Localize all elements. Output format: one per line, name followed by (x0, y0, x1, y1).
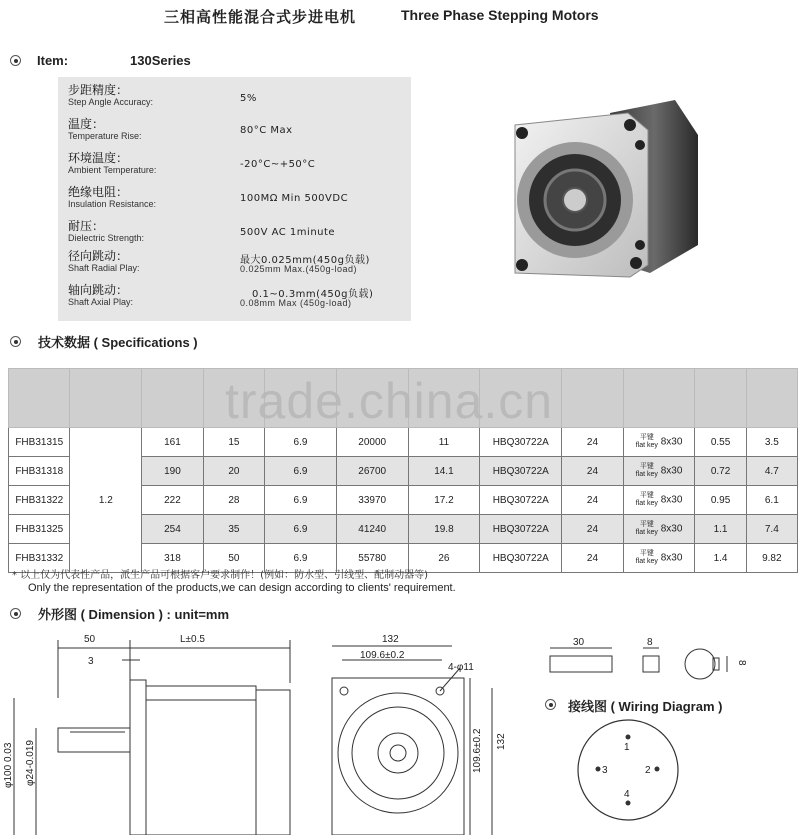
table-row (9, 428, 798, 457)
dim-30: 30 (573, 637, 585, 648)
cell-b: 3.5 (746, 428, 797, 457)
front-view-drawing (320, 628, 535, 835)
cell-key (623, 544, 695, 573)
bullet-icon (10, 608, 21, 619)
watermark: trade.china.cn (225, 373, 554, 429)
cell-inertia: 41240 (336, 515, 408, 544)
wiring-pin-2: 2 (645, 765, 651, 776)
dimension-heading: 外形图 ( Dimension ) : unit=mm (38, 607, 230, 622)
cell-length: 222 (142, 486, 203, 515)
spec-row (68, 117, 408, 142)
key-en: flat key (635, 442, 658, 449)
side-view-drawing (0, 628, 320, 835)
cell-driver: HBQ30722A (480, 515, 562, 544)
note-cn: * 以上仅为代表性产品，派生产品可根据客户要求制作！(例如：防水型、引线型、配制动器等) (12, 570, 428, 581)
dim-132a: 132 (382, 634, 399, 645)
spec-value-en: 0.08mm Max (450g-load) (240, 298, 352, 308)
key-size: 8x30 (660, 494, 683, 506)
key-size: 8x30 (660, 523, 683, 535)
spec-label-en: Ambient Temperature: (68, 165, 157, 175)
dim-1096b: 109.6±0.2 (472, 728, 483, 773)
cell-length: 190 (142, 457, 203, 486)
cell-inertia: 55780 (336, 544, 408, 573)
cell-driver: HBQ30722A (480, 544, 562, 573)
spec-label-en: Temperature Rise: (68, 131, 142, 141)
item-value: 130Series (130, 53, 191, 68)
spec-label-en: Shaft Axial Play: (68, 297, 134, 307)
cell-key (623, 486, 695, 515)
spec-label-en: Step Angle Accuracy: (68, 97, 154, 107)
wiring-pin-3: 3 (602, 765, 608, 776)
cell-current: 6.9 (265, 428, 337, 457)
key-cn: 平键 (639, 434, 654, 441)
cell-driver: HBQ30722A (480, 428, 562, 457)
cell-model: FHB31322 (9, 486, 70, 515)
spec-value-en: 0.025mm Max.(450g-load) (240, 264, 358, 274)
key-size: 8x30 (660, 465, 683, 477)
cell-inertia: 26700 (336, 457, 408, 486)
cell-b: 9.82 (746, 544, 797, 573)
spec-value: -20°C~+50°C (240, 159, 316, 170)
cell-length: 318 (142, 544, 203, 573)
spec-row (68, 249, 408, 274)
key-size: 8x30 (660, 436, 683, 448)
spec-label-cn: 耐压： (68, 219, 105, 233)
dim-phi100: φ100 0.03 (3, 742, 14, 788)
key-cn: 平键 (639, 521, 654, 528)
spec-label-en: Insulation Resistance: (68, 199, 157, 209)
cell-torque: 15 (203, 428, 264, 457)
cell-length: 254 (142, 515, 203, 544)
key-en: flat key (635, 500, 658, 507)
cell-model: FHB31332 (9, 544, 70, 573)
cell-step-angle: 1.2 (70, 428, 142, 573)
wiring-heading: 接线图 ( Wiring Diagram ) (568, 699, 723, 714)
dim-1096a: 109.6±0.2 (360, 650, 405, 661)
cell-current: 6.9 (265, 515, 337, 544)
cell-current: 6.9 (265, 486, 337, 515)
cell-length: 161 (142, 428, 203, 457)
dim-l: L±0.5 (180, 634, 205, 645)
cell-b: 4.7 (746, 457, 797, 486)
spec-label-cn: 绝缘电阻： (68, 185, 129, 199)
cell-voltage: 24 (562, 457, 623, 486)
cell-a: 0.72 (695, 457, 746, 486)
spec-row (68, 219, 408, 244)
cell-model: FHB31318 (9, 457, 70, 486)
dim-3: 3 (88, 656, 94, 667)
page-title-en: Three Phase Stepping Motors (401, 7, 599, 23)
cell-weight: 14.1 (408, 457, 480, 486)
cell-inertia: 33970 (336, 486, 408, 515)
spec-label-cn: 步距精度： (68, 83, 129, 97)
cell-driver: HBQ30722A (480, 457, 562, 486)
note-en: Only the representation of the products,we can design according to clients' requirement. (28, 582, 456, 594)
cell-b: 7.4 (746, 515, 797, 544)
spec-row (68, 151, 408, 176)
key-en: flat key (635, 471, 658, 478)
cell-a: 0.95 (695, 486, 746, 515)
page-title-cn: 三相高性能混合式步进电机 (164, 8, 357, 26)
spec-row (68, 185, 408, 210)
key-size: 8x30 (660, 552, 683, 564)
cell-voltage: 24 (562, 428, 623, 457)
cell-driver: HBQ30722A (480, 486, 562, 515)
cell-torque: 35 (203, 515, 264, 544)
dim-132b: 132 (496, 733, 507, 750)
cell-voltage: 24 (562, 544, 623, 573)
cell-a: 1.1 (695, 515, 746, 544)
spec-label-en: Dielectric Strength: (68, 233, 145, 243)
dim-50: 50 (84, 634, 96, 645)
spec-value: 80°C Max (240, 125, 293, 136)
wiring-pin-4: 4 (624, 789, 630, 800)
key-cn: 平键 (639, 550, 654, 557)
cell-key (623, 457, 695, 486)
cell-current: 6.9 (265, 544, 337, 573)
specifications-heading: 技术数据 ( Specifications ) (38, 335, 198, 350)
dim-8a: 8 (647, 637, 653, 648)
cell-torque: 50 (203, 544, 264, 573)
cell-current: 6.9 (265, 457, 337, 486)
spec-label-en: Shaft Radial Play: (68, 263, 140, 273)
cell-key (623, 428, 695, 457)
spec-label-cn: 环境温度： (68, 151, 129, 165)
spec-label-cn: 径向跳动： (68, 249, 129, 263)
cell-b: 6.1 (746, 486, 797, 515)
motor-photo (500, 95, 710, 285)
cell-a: 1.4 (695, 544, 746, 573)
cell-model: FHB31315 (9, 428, 70, 457)
key-en: flat key (635, 529, 658, 536)
key-cn: 平键 (639, 463, 654, 470)
cell-weight: 19.8 (408, 515, 480, 544)
spec-value: 0.1~0.3mm(450g负载) (252, 289, 374, 300)
cell-voltage: 24 (562, 486, 623, 515)
dim-phi24: φ24-0.019 (25, 740, 36, 786)
cell-a: 0.55 (695, 428, 746, 457)
wiring-diagram (570, 715, 690, 825)
key-en: flat key (635, 558, 658, 565)
cell-torque: 20 (203, 457, 264, 486)
cell-voltage: 24 (562, 515, 623, 544)
spec-value: 5% (240, 93, 257, 104)
dim-4phi11: 4-φ11 (448, 662, 474, 673)
item-label: Item: (37, 53, 69, 68)
spec-row (68, 83, 408, 108)
cell-weight: 11 (408, 428, 480, 457)
bullet-icon (10, 336, 21, 347)
wiring-pin-1: 1 (624, 742, 630, 753)
spec-panel (58, 77, 411, 321)
cell-weight: 17.2 (408, 486, 480, 515)
key-cn: 平键 (639, 492, 654, 499)
spec-value: 100MΩ Min 500VDC (240, 193, 349, 204)
cell-inertia: 20000 (336, 428, 408, 457)
dim-8b: 8 (736, 660, 747, 666)
spec-value: 500V AC 1minute (240, 227, 336, 238)
spec-label-cn: 轴向跳动： (68, 283, 129, 297)
bullet-icon (545, 699, 556, 710)
cell-model: FHB31325 (9, 515, 70, 544)
spec-value: 最大0.025mm(450g负载) (240, 255, 370, 266)
key-detail-drawing (545, 636, 795, 686)
spec-label-cn: 温度： (68, 117, 105, 131)
cell-key (623, 515, 695, 544)
bullet-icon (10, 55, 21, 66)
spec-row (68, 283, 408, 308)
cell-torque: 28 (203, 486, 264, 515)
cell-weight: 26 (408, 544, 480, 573)
